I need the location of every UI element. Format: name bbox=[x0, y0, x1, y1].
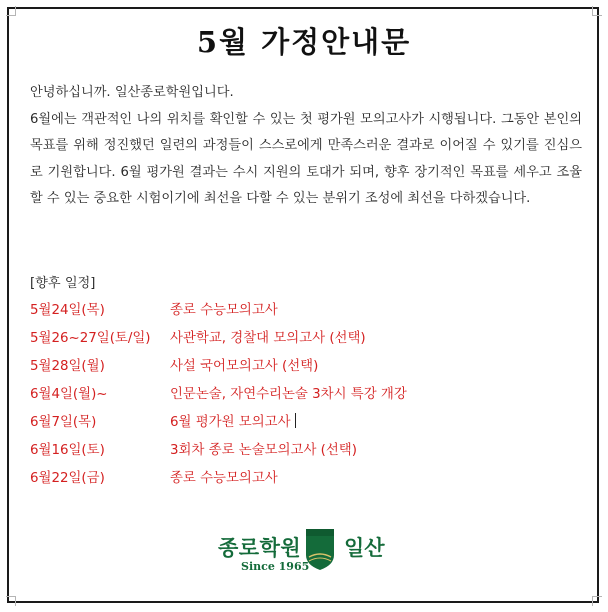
corner-mark bbox=[592, 6, 602, 16]
schedule-date: 6월7일(목) bbox=[30, 415, 97, 430]
schedule-row bbox=[30, 327, 570, 355]
schedule-row bbox=[30, 467, 570, 495]
corner-mark bbox=[6, 596, 16, 606]
schedule-date: 6월22일(금) bbox=[30, 471, 105, 486]
schedule-row bbox=[30, 439, 570, 467]
schedule-date: 5월24일(목) bbox=[30, 303, 105, 318]
logo-branch: 일산 bbox=[344, 536, 385, 560]
schedule-date: 5월28일(월) bbox=[30, 359, 105, 374]
schedule-row bbox=[30, 411, 570, 439]
schedule-event: 사설 국어모의고사 (선택) bbox=[170, 359, 319, 374]
schedule-row bbox=[30, 299, 570, 327]
schedule-event: 종로 수능모의고사 bbox=[170, 303, 278, 318]
schedule-date: 5월26~27일(토/일) bbox=[30, 331, 151, 346]
academy-logo bbox=[0, 522, 608, 574]
schedule-event: 인문논술, 자연수리논술 3차시 특강 개강 bbox=[170, 387, 407, 402]
schedule-event: 종로 수능모의고사 bbox=[170, 471, 278, 486]
corner-mark bbox=[6, 6, 16, 16]
schedule-list bbox=[30, 299, 570, 495]
schedule-date: 6월16일(토) bbox=[30, 443, 105, 458]
text-cursor bbox=[295, 413, 296, 428]
greeting-text: 안녕하십니까. 일산종로학원입니다. bbox=[30, 85, 234, 100]
notice-paragraph: 6월에는 객관적인 나의 위치를 확인할 수 있는 첫 평가원 모의고사가 시행됩니다. 그동안 본인의 목표를 위해 정진했던 일련의 과정들이 스스로에게 만족스러운 결과로 이어질 수 있기를 진심으로 기원합니다. 6월 평가원 결과는 수시 지원의 토대가 되며, 향후 장기적인 목표를 세우고 조율할 수 있는 중요한 시험이기에 최선을 다할 수 있는 분위기 조성에 최선을 다하겠습니다. bbox=[30, 111, 582, 207]
schedule-row bbox=[30, 355, 570, 383]
notice-body bbox=[30, 80, 582, 213]
schedule-heading: [향후 일정] bbox=[30, 276, 96, 291]
page-title: 5월 가정안내문 bbox=[196, 25, 412, 59]
schedule-event-text: 6월 평가원 모의고사 bbox=[170, 415, 291, 430]
schedule-event: 사관학교, 경찰대 모의고사 (선택) bbox=[170, 331, 366, 346]
schedule-date: 6월4일(월)~ bbox=[30, 387, 108, 402]
logo-since: Since 1965 bbox=[241, 560, 310, 573]
logo-name: 종로학원 bbox=[218, 536, 302, 560]
corner-mark bbox=[592, 596, 602, 606]
schedule-event: 3회차 종로 논술모의고사 (선택) bbox=[170, 443, 357, 458]
schedule-row bbox=[30, 383, 570, 411]
schedule-event bbox=[170, 411, 296, 430]
